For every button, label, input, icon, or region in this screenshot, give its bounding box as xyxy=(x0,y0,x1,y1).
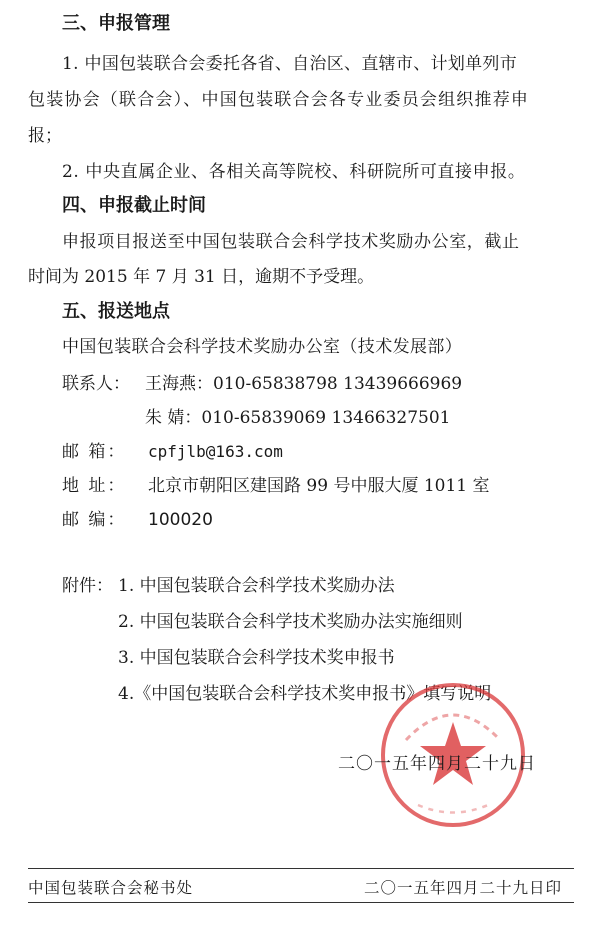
attachment-item: 3. 中国包装联合会科学技术奖申报书 xyxy=(118,648,395,668)
footer-bottom-rule xyxy=(28,902,574,903)
section-3-item-1-line-1: 1. 中国包装联合会委托各省、自治区、直辖市、计划单列市 xyxy=(62,54,518,74)
section-3-heading: 三、申报管理 xyxy=(62,13,170,34)
section-3-item-1-line-2: 包装协会（联合会）、中国包装联合会各专业委员会组织推荐申 xyxy=(28,90,530,110)
attachments-label: 附件： xyxy=(62,576,113,596)
contact-label: 联系人： xyxy=(62,374,130,394)
attachment-item: 1. 中国包装联合会科学技术奖励办法 xyxy=(118,576,395,596)
section-3-item-1-line-3: 报； xyxy=(28,126,62,146)
sign-date: 二〇一五年四月二十九日 xyxy=(338,754,536,774)
postcode-value: 100020 xyxy=(148,510,213,530)
section-5-heading: 五、报送地点 xyxy=(62,301,170,322)
email-label: 邮 箱： xyxy=(62,442,127,462)
postcode-label: 邮 编： xyxy=(62,510,127,530)
attachment-item: 2. 中国包装联合会科学技术奖励办法实施细则 xyxy=(118,612,463,632)
contact-2: 朱 婧：010-65839069 13466327501 xyxy=(145,408,451,428)
section-4-text-line-2: 时间为 2015 年 7 月 31 日，逾期不予受理。 xyxy=(28,267,375,287)
address-label: 地 址： xyxy=(62,476,127,496)
section-4-heading: 四、申报截止时间 xyxy=(62,195,206,216)
office-name: 中国包装联合会科学技术奖励办公室（技术发展部） xyxy=(62,337,463,357)
footer-top-rule xyxy=(28,868,574,869)
attachment-item: 4.《中国包装联合会科学技术奖申报书》填写说明 xyxy=(118,684,492,704)
section-4-text-line-1: 申报项目报送至中国包装联合会科学技术奖励办公室，截止 xyxy=(62,232,520,252)
footer-print-date: 二〇一五年四月二十九日印 xyxy=(364,879,563,897)
address-value: 北京市朝阳区建国路 99 号中服大厦 1011 室 xyxy=(148,476,490,496)
email-value: cpfjlb@163.com xyxy=(148,442,283,461)
section-3-item-2: 2. 中央直属企业、各相关高等院校、科研院所可直接申报。 xyxy=(62,162,526,182)
contact-1: 王海燕：010-65838798 13439666969 xyxy=(145,374,463,394)
footer-issuer: 中国包装联合会秘书处 xyxy=(28,879,194,897)
